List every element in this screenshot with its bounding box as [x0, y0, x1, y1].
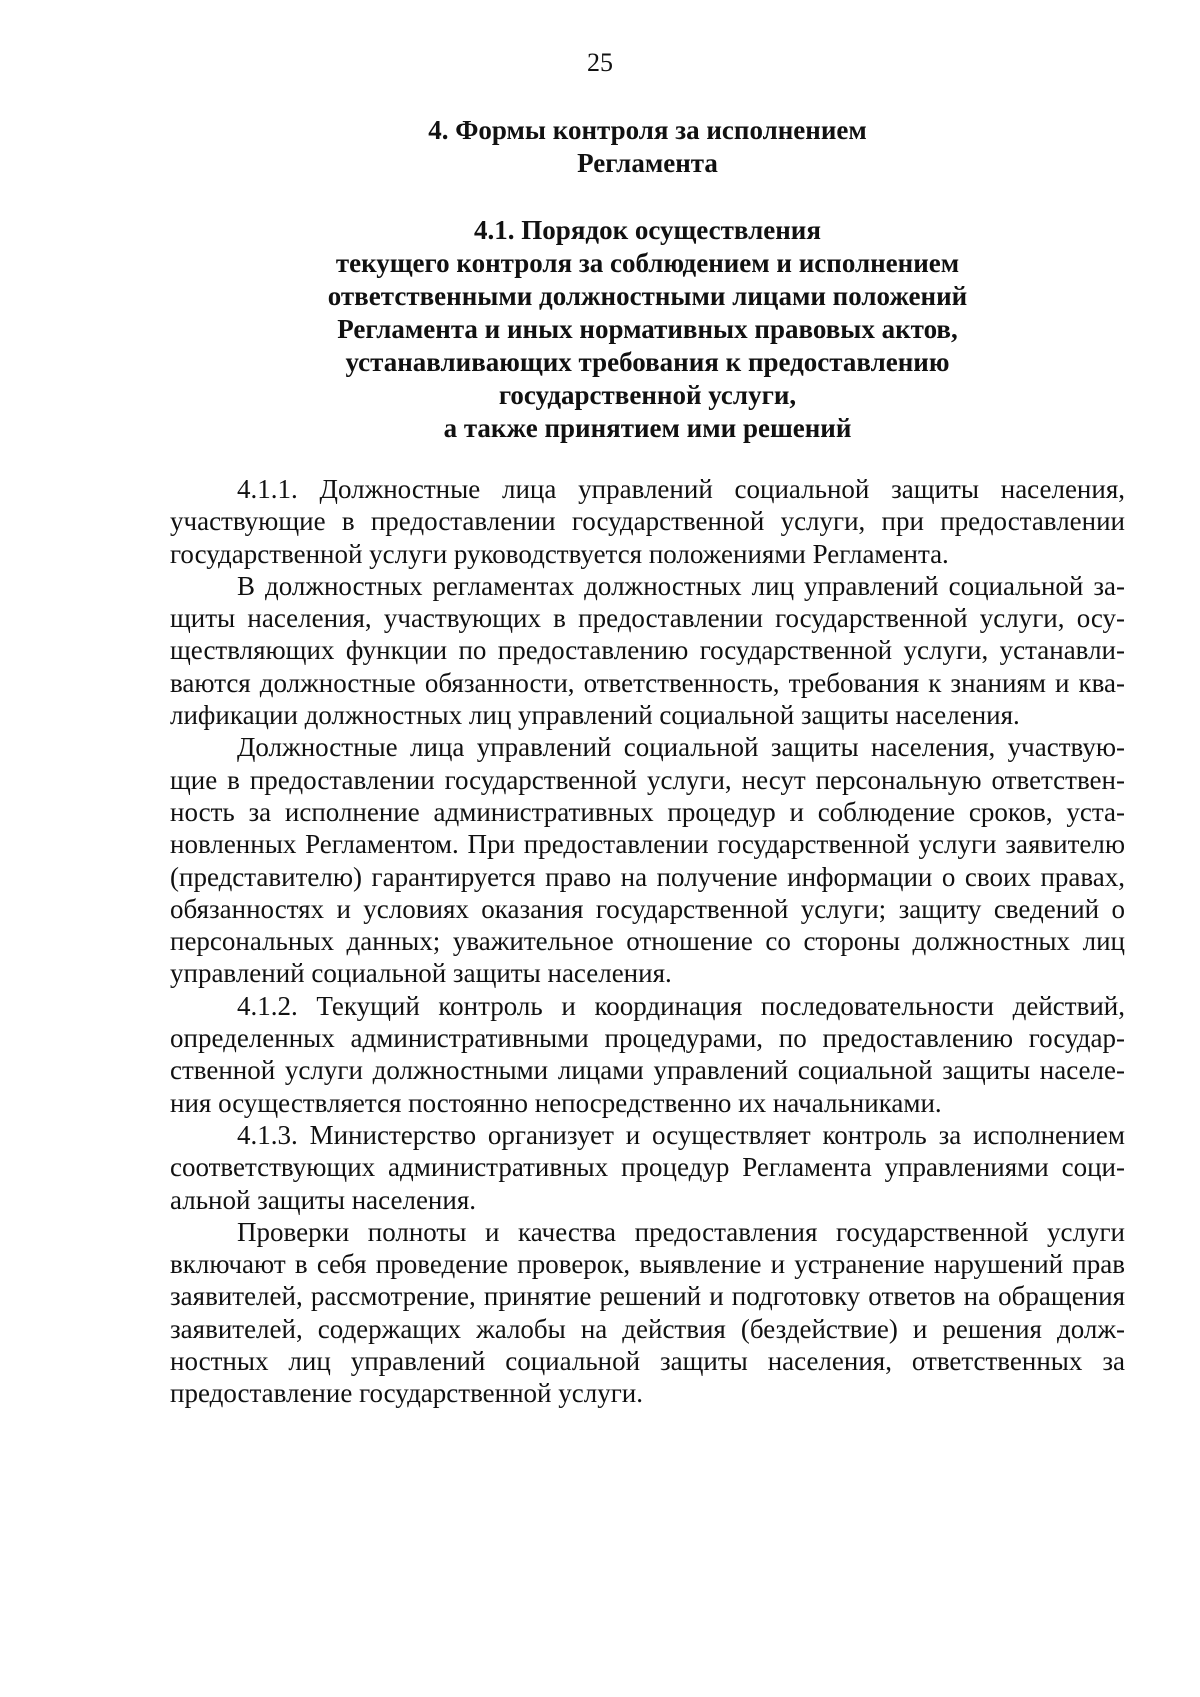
paragraph-4-1-3: 4.1.3. Министерство организует и осуществляет контроль за исполнением соответствующих административных процедур Регламента управлениями социальной защиты населения.: [170, 1119, 1125, 1215]
subsection-heading: [170, 214, 1125, 445]
subsection-heading-line: 4.1. Порядок осуществления: [474, 215, 821, 245]
body-text: [170, 473, 1125, 1410]
subsection-heading-line: устанавливающих требования к предоставлению: [345, 347, 950, 377]
section-heading-line: 4. Формы контроля за исполнением: [428, 115, 867, 145]
paragraph-4-1-2: 4.1.2. Текущий контроль и координация последовательности действий, определенных административными процедурами, по предоставлению государственной услуги должностными лицами управлений социальной защиты населения осуществляется постоянно непосредственно их начальниками.: [170, 990, 1125, 1118]
paragraph-inspections: Проверки полноты и качества предоставления государственной услуги включают в себя проведение проверок, выявление и устранение нарушений прав заявителей, рассмотрение, принятие решений и подготовку ответов на обращения заявителей, содержащих жалобы на действия (бездействие) и решения должностных лиц управлений социальной защиты населения, ответственных за предоставление государственной услуги.: [170, 1216, 1125, 1409]
subsection-heading-line: а также принятием ими решений: [443, 413, 852, 443]
subsection-heading-line: ответственными должностными лицами положений: [327, 281, 968, 311]
paragraph-4-1-1: 4.1.1. Должностные лица управлений социальной защиты населения, участвующие в предоставлении государственной услуги, при предоставлении государственной услуги руководствуется положениями Регламента.: [170, 474, 1125, 569]
paragraph-personal-responsibility: Должностные лица управлений социальной защиты населения, участвующие в предоставлении государственной услуги, несут персональную ответственность за исполнение административных процедур и соблюдение сроков, установленных Регламентом. При предоставлении государственной услуги заявителю (представителю) гарантируется право на получение информации о своих правах, обязанностях и условиях оказания государственной услуги; защиту сведений о персональных данных; уважительное отношение со стороны должностных лиц управлений социальной защиты населения.: [170, 732, 1125, 989]
subsection-heading-line: текущего контроля за соблюдением и исполнением: [335, 248, 960, 278]
paragraph-job-regulations: В должностных регламентах должностных лиц управлений социальной защиты населения, участвующих в предоставлении государственной услуги, осуществляющих функции по предоставлению государственной услуги, устанавливаются должностные обязанности, ответственность, требования к знаниям и квалификации должностных лиц управлений социальной защиты населения.: [170, 570, 1125, 731]
subsection-heading-line: государственной услуги,: [498, 380, 797, 410]
section-heading-line: Регламента: [577, 148, 718, 178]
page-number: 25: [587, 48, 613, 77]
section-heading: [170, 114, 1125, 180]
subsection-heading-line: Регламента и иных нормативных правовых актов,: [337, 314, 958, 344]
